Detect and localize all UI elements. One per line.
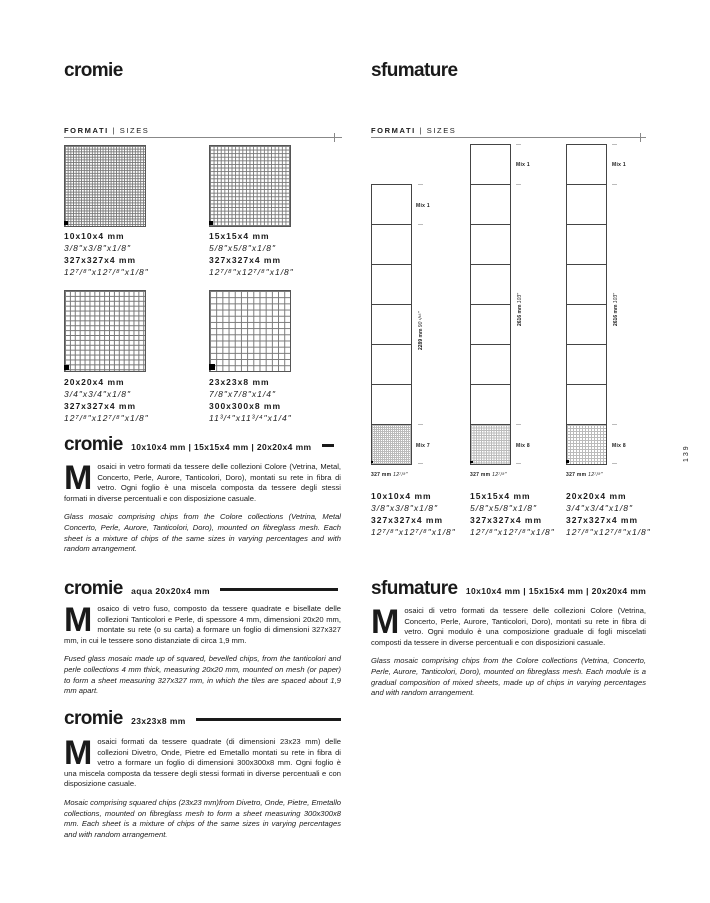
sheet-divider	[471, 304, 510, 305]
section-divider	[64, 137, 342, 138]
width-inch: 12⁷/⁸"	[393, 472, 408, 478]
italian-paragraph	[64, 734, 341, 790]
format-sheet-inch: 12⁷/⁸"x12⁷/⁸"x1/8"	[371, 527, 456, 537]
sheet-divider	[471, 344, 510, 345]
drop-cap: M	[64, 459, 93, 497]
sfumature-brand-title: sfumature	[371, 60, 458, 81]
tile-grid-15x15	[209, 145, 291, 227]
heading-title: sfumature	[371, 578, 458, 599]
drop-cap: M	[64, 601, 93, 639]
sfumature-format-20x20	[566, 490, 651, 538]
tick-mark	[418, 424, 423, 425]
sheet-divider	[567, 264, 606, 265]
module-column-10x10	[371, 184, 412, 465]
format-mm: 20x20x4 mm	[64, 377, 125, 387]
tick-mark	[612, 463, 617, 464]
cromie-heading-2	[64, 578, 338, 600]
format-23x23	[209, 376, 292, 424]
format-mm: 20x20x4 mm	[566, 491, 627, 501]
english-paragraph: Glass mosaic comprising chips from the Colore collections (Vetrina, Concerto, Perle, Aurore, Tanticolori, Doro), mounted on fibreglass mesh. Each module is a gradual composition of mixed sheets, made up of chips in varying percentages and with random arrangement.	[371, 656, 646, 698]
italian-text: osaico di vetro fuso, composto da tessere quadrate e bisellate delle collezioni Tanticolori e Perle, di spessore 4 mm, dimensioni 20x20 mm, montate su rete (o su carta) a formare un foglio di dimensioni 327x327 mm, in cui le tessere sono distanziate di circa 1,9 mm.	[64, 604, 341, 645]
tick-mark	[418, 184, 423, 185]
height-dimension	[517, 293, 523, 326]
module-column-20x20	[566, 144, 607, 465]
cromie-heading-3	[64, 708, 341, 730]
heading-subtitle: 10x10x4 mm | 15x15x4 mm | 20x20x4 mm	[131, 442, 312, 452]
format-inch: 3/4"x3/4"x1/8"	[566, 503, 634, 513]
formati-label: FORMATI	[64, 126, 109, 135]
heading-subtitle: aqua 20x20x4 mm	[131, 586, 210, 596]
format-inch: 7/8"x7/8"x1/4"	[209, 389, 277, 399]
format-10x10	[64, 230, 149, 278]
cromie-brand-title: cromie	[64, 60, 123, 81]
sheet-divider	[567, 344, 606, 345]
page-number: 139	[683, 444, 690, 462]
tick-mark	[612, 144, 617, 145]
sfumature-description	[371, 603, 646, 699]
tile-grid-23x23	[209, 290, 291, 372]
english-paragraph: Mosaic comprising squared chips (23x23 mm)from Divetro, Onde, Pietre, Emetallo collections, mounted on fibreglass mesh to form a sheet measuring 300x300x8 mm. Each sheet is a mixture of chips of the same sizes in varying percentages and with random arrangement.	[64, 797, 341, 839]
drop-cap: M	[64, 734, 93, 772]
tick-mark	[418, 224, 423, 225]
format-mm: 10x10x4 mm	[64, 231, 125, 241]
mix-top-label: Mix 1	[416, 203, 431, 209]
format-15x15	[209, 230, 294, 278]
sheet-divider	[471, 184, 510, 185]
cromie-heading-1	[64, 434, 334, 456]
tile-marker	[64, 221, 68, 225]
height-inch: 103"	[517, 293, 523, 304]
tile-grid-10x10	[64, 145, 146, 227]
italian-text: osaici formati da tessere quadrate (di dimensioni 23x23 mm) delle collezioni Divetro, Onde, Pietre ed Emetallo montati su rete in fibra di vetro a formare un foglio di dimensioni 300x300x8 mm. Ogni foglio è una miscela composta da tessere degli stessi formati in diverse percentuali e con disposizione casuale.	[64, 737, 341, 789]
width-dimension	[371, 472, 408, 478]
sheet-divider	[567, 384, 606, 385]
formati-label: FORMATI	[371, 126, 416, 135]
sheet-divider	[471, 264, 510, 265]
sizes-label: SIZES	[119, 126, 150, 135]
width-inch: 12⁷/⁸"	[588, 472, 603, 478]
format-inch: 5/8"x5/8"x1/8"	[209, 243, 277, 253]
cromie-description-2	[64, 601, 341, 697]
width-mm: 327 mm	[470, 472, 491, 478]
sheet-divider	[372, 304, 411, 305]
heading-title: cromie	[64, 708, 123, 729]
crosshair-mark	[334, 133, 335, 142]
tile-marker	[209, 221, 213, 225]
height-mm: 2616 mm	[613, 304, 619, 326]
sheet-divider	[567, 304, 606, 305]
mix-bottom-label: Mix 8	[516, 443, 531, 449]
sheet-divider	[372, 264, 411, 265]
mix-bottom-label: Mix 8	[612, 443, 627, 449]
fine-tile-pattern	[372, 425, 411, 464]
formati-sizes-label: FORMATI | SIZES	[64, 126, 150, 135]
tick-mark	[516, 144, 521, 145]
format-sheet-inch: 12⁷/⁸"x12⁷/⁸"x1/8"	[470, 527, 555, 537]
heading-title: cromie	[64, 434, 123, 455]
tile-marker	[64, 365, 69, 370]
italian-text: osaici in vetro formati da tessere delle collezioni Colore (Vetrina, Metal, Concerto, Perle, Aurore, Tanticolori, Doro), montati su rete in fibra di vetro. Ogni foglio è una miscela composta da tessere degli stessi formati in diverse percentuali e con disposizione casuale.	[64, 462, 341, 503]
format-sheet: 327x327x4 mm	[64, 401, 137, 411]
width-mm: 327 mm	[371, 472, 392, 478]
section-divider	[371, 137, 646, 138]
tile-marker	[470, 461, 473, 463]
format-inch: 3/8"x3/8"x1/8"	[64, 243, 132, 253]
sheet-divider	[567, 224, 606, 225]
format-mm: 10x10x4 mm	[371, 491, 432, 501]
tick-mark	[612, 184, 617, 185]
height-mm: 2616 mm	[517, 304, 523, 326]
width-dimension	[566, 472, 603, 478]
italian-paragraph	[64, 459, 341, 504]
format-sheet: 327x327x4 mm	[64, 255, 137, 265]
heading-bar	[322, 444, 334, 447]
height-inch: 90 ¹/¹⁶"	[418, 311, 424, 328]
tick-mark	[516, 424, 521, 425]
height-dimension	[613, 293, 619, 326]
format-sheet-inch: 12⁷/⁸"x12⁷/⁸"x1/8"	[209, 267, 294, 277]
heading-subtitle: 23x23x8 mm	[131, 716, 186, 726]
format-sheet-inch: 11³/⁴"x11³/⁴"x1/4"	[209, 413, 292, 423]
format-sheet-inch: 12⁷/⁸"x12⁷/⁸"x1/8"	[566, 527, 651, 537]
module-column-15x15	[470, 144, 511, 465]
mix-top-label: Mix 1	[612, 162, 627, 168]
format-sheet-inch: 12⁷/⁸"x12⁷/⁸"x1/8"	[64, 267, 149, 277]
tick-mark	[516, 463, 521, 464]
format-inch: 5/8"x5/8"x1/8"	[470, 503, 538, 513]
italian-text: osaici di vetro formati da tessere delle collezioni Colore (Vetrina, Concerto, Perle, Aurore, Tanticolori, Doro), montati su rete in fibra di vetro. Ogni modulo è una composizione graduale di fogli miscelati composti da tessere in diverse percentuali e con disposizioni casuale.	[371, 606, 646, 647]
tile-marker	[209, 364, 215, 370]
sheet-divider	[471, 384, 510, 385]
italian-paragraph	[64, 601, 341, 646]
height-dimension	[418, 312, 424, 350]
sfumature-heading	[371, 578, 646, 600]
sizes-label: SIZES	[426, 126, 457, 135]
height-inch: 103"	[613, 293, 619, 304]
english-paragraph: Glass mosaic comprising chips from the Colore collections (Vetrina, Metal Concerto, Perle, Aurore, Tanticolori, Doro), mounted on fibreglass mesh. Each sheet is a mixture of chips of the same sizes in varying percentages and with random arrangement.	[64, 512, 341, 554]
width-mm: 327 mm	[566, 472, 587, 478]
heading-bar	[196, 718, 341, 721]
format-sheet: 327x327x4 mm	[209, 255, 282, 265]
format-inch: 3/8"x3/8"x1/8"	[371, 503, 439, 513]
sheet-divider	[372, 224, 411, 225]
english-paragraph: Fused glass mosaic made up of squared, bevelled chips, from the tanticolori and perle collections 4 mm thick, measuring 20x20 mm, mounted on mesh (or paper) to form a sheet measuring 327x327 mm, in which the tiles are spaced about 1,9 mm apart.	[64, 654, 341, 696]
width-inch: 12⁷/⁸"	[492, 472, 507, 478]
mix-top-label: Mix 1	[516, 162, 531, 168]
format-sheet-inch: 12⁷/⁸"x12⁷/⁸"x1/8"	[64, 413, 149, 423]
sheet-divider	[471, 224, 510, 225]
format-sheet: 327x327x4 mm	[470, 515, 543, 525]
format-inch: 3/4"x3/4"x1/8"	[64, 389, 132, 399]
mix-bottom-label: Mix 7	[416, 443, 431, 449]
heading-title: cromie	[64, 578, 123, 599]
format-mm: 15x15x4 mm	[209, 231, 270, 241]
cromie-description-1	[64, 459, 341, 555]
formati-sizes-label: FORMATI | SIZES	[371, 126, 457, 135]
tile-marker	[566, 460, 569, 463]
crosshair-mark	[640, 133, 641, 142]
format-20x20	[64, 376, 149, 424]
cromie-description-3	[64, 734, 341, 840]
italian-paragraph	[371, 603, 646, 648]
format-sheet: 300x300x8 mm	[209, 401, 282, 411]
format-sheet: 327x327x4 mm	[566, 515, 639, 525]
fine-tile-pattern	[567, 425, 606, 464]
format-mm: 15x15x4 mm	[470, 491, 531, 501]
sheet-divider	[372, 384, 411, 385]
width-dimension	[470, 472, 507, 478]
sfumature-format-15x15	[470, 490, 555, 538]
drop-cap: M	[371, 603, 400, 641]
tile-grid-20x20	[64, 290, 146, 372]
fine-tile-pattern	[471, 425, 510, 464]
tick-mark	[516, 184, 521, 185]
height-mm: 2289 mm	[418, 328, 424, 350]
sfumature-format-10x10	[371, 490, 456, 538]
heading-bar	[220, 588, 338, 591]
sheet-divider	[567, 184, 606, 185]
format-sheet: 327x327x4 mm	[371, 515, 444, 525]
tick-mark	[612, 424, 617, 425]
format-mm: 23x23x8 mm	[209, 377, 270, 387]
tile-marker	[371, 461, 373, 463]
heading-subtitle: 10x10x4 mm | 15x15x4 mm | 20x20x4 mm	[465, 586, 647, 596]
tick-mark	[418, 463, 423, 464]
sheet-divider	[372, 344, 411, 345]
